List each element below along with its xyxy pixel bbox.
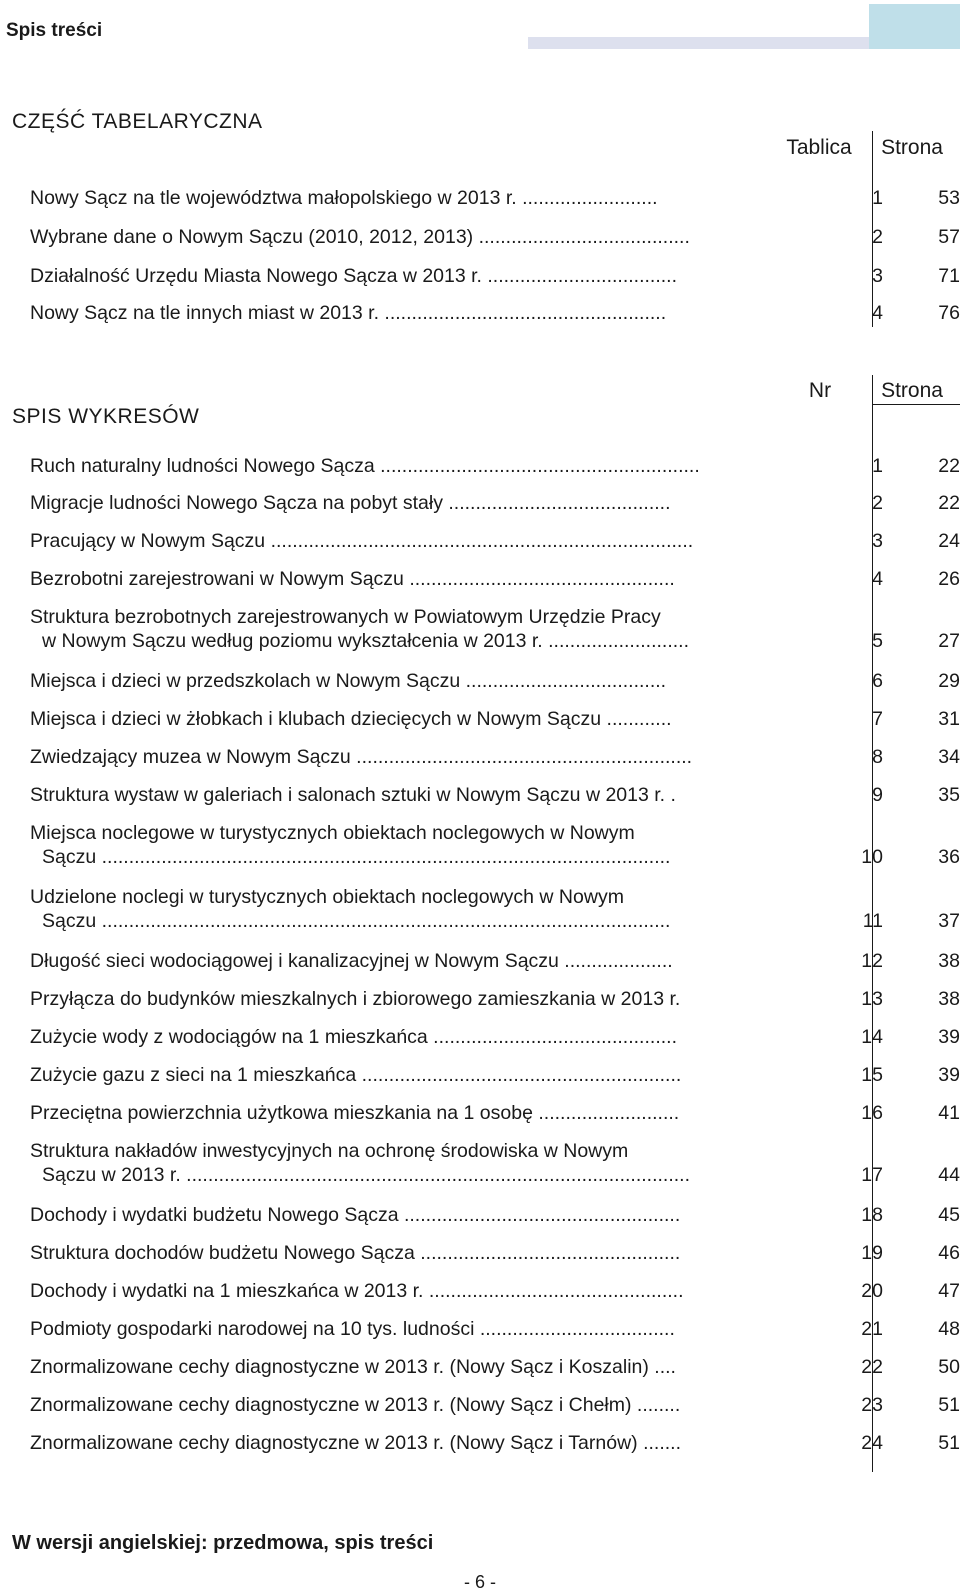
entry-title: Wybrane dane o Nowym Sączu (2010, 2012, 2013) ....................................... [30,226,690,248]
entry-number: 8 [872,746,883,768]
entry-title: Zużycie gazu z sieci na 1 mieszkańca ........................................................... [30,1064,682,1086]
chart-entry[interactable] [30,1394,960,1418]
entry-number: 21 [861,1318,883,1340]
entry-page: 51 [938,1432,960,1454]
entry-number: 1 [872,455,883,477]
chart-entry[interactable] [30,1026,960,1050]
entry-page: 38 [938,950,960,972]
chart-entry[interactable] [30,988,960,1012]
entry-title: Dochody i wydatki na 1 mieszkańca w 2013 r. ............................................... [30,1280,684,1302]
chart-entry[interactable] [30,1064,960,1088]
table-entry[interactable] [30,302,960,327]
table-entry[interactable] [30,265,960,290]
entry-number: 3 [872,265,883,287]
entry-number: 11 [862,910,883,932]
entry-page: 39 [938,1064,960,1086]
entry-title-continuation: Sączu ......................................................................................................... [42,846,671,868]
tables-col-header-page: Strona [881,136,943,159]
chart-entry[interactable] [30,1140,960,1188]
chart-entry[interactable] [30,1318,960,1342]
entry-page: 76 [938,302,960,324]
entry-title-continuation: Sączu w 2013 r. ............................................................................................. [42,1164,691,1186]
entry-number: 10 [861,846,883,868]
charts-col-header-page: Strona [881,379,943,402]
entry-number: 12 [861,950,883,972]
entry-title: Pracujący w Nowym Sączu .............................................................................. [30,530,694,552]
entry-title: Nowy Sącz na tle innych miast w 2013 r. .................................................... [30,302,667,324]
entry-page: 44 [938,1164,960,1186]
chart-entry[interactable] [30,822,960,870]
entry-page: 22 [938,492,960,514]
chart-entry[interactable] [30,1102,960,1126]
table-entry[interactable] [30,187,960,212]
entry-page: 29 [938,670,960,692]
entry-title: Migracje ludności Nowego Sącza na pobyt stały ......................................... [30,492,671,514]
entry-page: 31 [938,708,960,730]
entry-number: 18 [861,1204,883,1226]
entry-title: Struktura bezrobotnych zarejestrowanych w Powiatowym Urzędzie Pracy [30,606,661,628]
entry-title: Struktura nakładów inwestycyjnych na ochronę środowiska w Nowym [30,1140,629,1162]
entry-page: 36 [938,846,960,868]
entry-number: 19 [861,1242,883,1264]
chart-entry[interactable] [30,746,960,770]
entry-title: Nowy Sącz na tle województwa małopolskiego w 2013 r. ......................... [30,187,658,209]
chart-entry[interactable] [30,1432,960,1456]
entry-title: Znormalizowane cechy diagnostyczne w 2013 r. (Nowy Sącz i Tarnów) ....... [30,1432,682,1454]
entry-page: 24 [938,530,960,552]
entry-page: 26 [938,568,960,590]
entry-page: 53 [938,187,960,209]
charts-header-underline [872,404,960,405]
entry-page: 57 [938,226,960,248]
entry-title: Zużycie wody z wodociągów na 1 mieszkańca ............................................. [30,1026,677,1048]
entry-title: Długość sieci wodociągowej i kanalizacyjnej w Nowym Sączu .................... [30,950,673,972]
entry-page: 35 [938,784,960,806]
entry-title: Udzielone noclegi w turystycznych obiektach noclegowych w Nowym [30,886,624,908]
entry-title: Przeciętna powierzchnia użytkowa mieszkania na 1 osobę .......................... [30,1102,680,1124]
entry-page: 48 [938,1318,960,1340]
entry-number: 4 [872,568,883,590]
entry-page: 71 [938,265,960,287]
entry-number: 14 [861,1026,883,1048]
entry-title: Znormalizowane cechy diagnostyczne w 2013 r. (Nowy Sącz i Chełm) ........ [30,1394,681,1416]
entry-title: Struktura dochodów budżetu Nowego Sącza ................................................ [30,1242,681,1264]
entry-title: Podmioty gospodarki narodowej na 10 tys. ludności .................................... [30,1318,675,1340]
entry-page: 38 [938,988,960,1010]
entry-title: Bezrobotni zarejestrowani w Nowym Sączu ................................................. [30,568,675,590]
entry-number: 1 [872,187,883,209]
entry-page: 41 [938,1102,960,1124]
chart-entry[interactable] [30,492,960,516]
chart-entry[interactable] [30,530,960,554]
chart-entry[interactable] [30,1280,960,1304]
chart-entry[interactable] [30,1356,960,1380]
entry-page: 22 [938,455,960,477]
chart-entry[interactable] [30,606,960,654]
entry-page: 46 [938,1242,960,1264]
entry-number: 17 [861,1164,883,1186]
entry-title: Ruch naturalny ludności Nowego Sącza ........................................................... [30,455,700,477]
page-number: - 6 - [463,1572,496,1592]
chart-entry[interactable] [30,1204,960,1228]
entry-page: 37 [938,910,960,932]
chart-entry[interactable] [30,950,960,974]
entry-title: Działalność Urzędu Miasta Nowego Sącza w 2013 r. ................................... [30,265,678,287]
tables-section-heading: CZĘŚĆ TABELARYCZNA [12,110,263,133]
entry-number: 2 [872,226,883,248]
tables-col-header-nr: Tablica [786,136,852,159]
entry-number: 15 [861,1064,883,1086]
english-version-note: W wersji angielskiej: przedmowa, spis treści [12,1532,434,1554]
page-header-title: Spis treści [6,20,103,41]
entry-page: 51 [938,1394,960,1416]
entry-title-continuation: w Nowym Sączu według poziomu wykształcenia w 2013 r. .......................... [42,630,689,652]
entry-title: Przyłącza do budynków mieszkalnych i zbiorowego zamieszkania w 2013 r. [30,988,681,1010]
entry-number: 13 [861,988,883,1010]
entry-page: 50 [938,1356,960,1378]
entry-number: 6 [872,670,883,692]
entry-title: Znormalizowane cechy diagnostyczne w 2013 r. (Nowy Sącz i Koszalin) .... [30,1356,676,1378]
entry-title: Zwiedzający muzea w Nowym Sączu .............................................................. [30,746,693,768]
entry-number: 24 [861,1432,883,1454]
entry-title: Struktura wystaw w galeriach i salonach sztuki w Nowym Sączu w 2013 r. . [30,784,676,806]
table-entry[interactable] [30,226,960,251]
chart-entry[interactable] [30,568,960,592]
entry-page: 47 [938,1280,960,1302]
chart-entry[interactable] [30,708,960,732]
header-decor-block [869,4,960,49]
entry-number: 7 [872,708,883,730]
chart-entry[interactable] [30,455,960,479]
chart-entry[interactable] [30,886,960,934]
entry-title: Miejsca i dzieci w żłobkach i klubach dziecięcych w Nowym Sączu ............ [30,708,672,730]
charts-section-heading: SPIS WYKRESÓW [12,405,200,428]
entry-page: 45 [938,1204,960,1226]
entry-number: 16 [861,1102,883,1124]
entry-page: 39 [938,1026,960,1048]
entry-number: 20 [861,1280,883,1302]
entry-number: 5 [872,630,883,652]
entry-number: 3 [872,530,883,552]
entry-title: Dochody i wydatki budżetu Nowego Sącza ................................................... [30,1204,681,1226]
chart-entry[interactable] [30,670,960,694]
entry-title: Miejsca i dzieci w przedszkolach w Nowym Sączu ..................................... [30,670,667,692]
entry-number: 22 [861,1356,883,1378]
entry-number: 23 [861,1394,883,1416]
entry-number: 2 [872,492,883,514]
entry-title-continuation: Sączu ......................................................................................................... [42,910,671,932]
charts-col-header-nr: Nr [808,379,832,402]
entry-title: Miejsca noclegowe w turystycznych obiektach noclegowych w Nowym [30,822,635,844]
chart-entry[interactable] [30,784,960,808]
entry-page: 34 [938,746,960,768]
entry-page: 27 [938,630,960,652]
entry-number: 4 [872,302,883,324]
chart-entry[interactable] [30,1242,960,1266]
entry-number: 9 [872,784,883,806]
